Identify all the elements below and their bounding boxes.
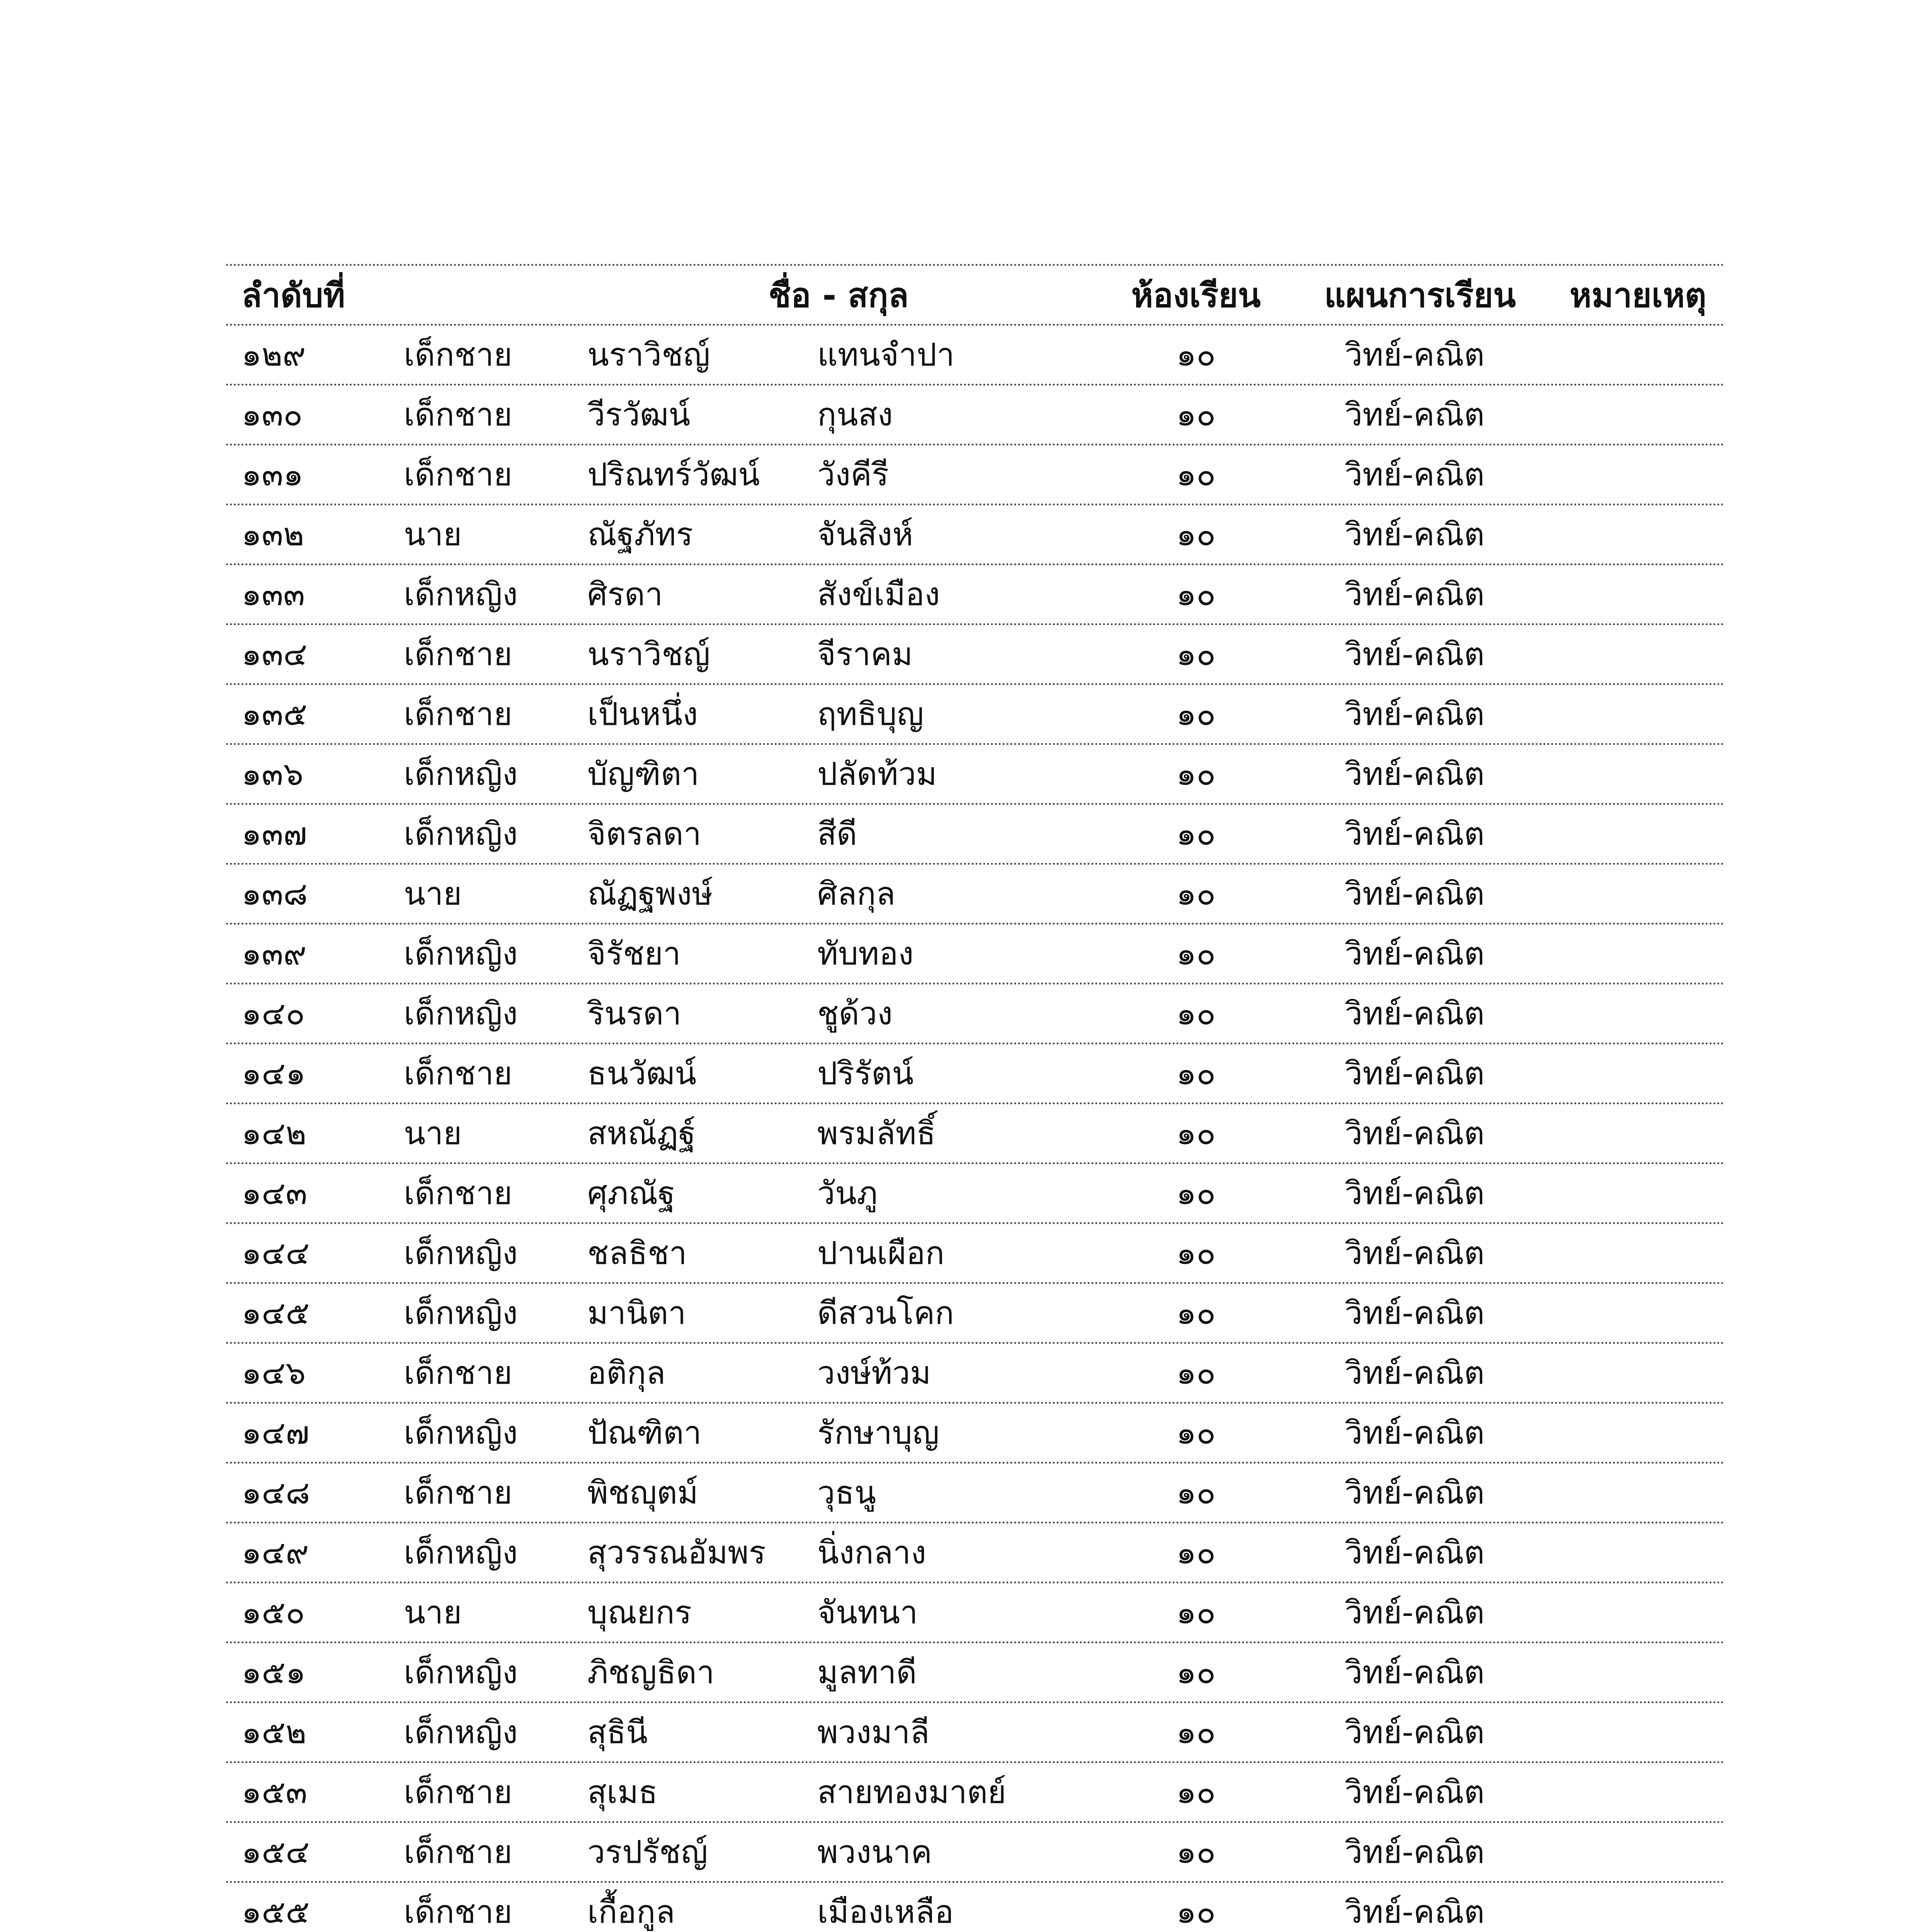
cell-plan: วิทย์-คณิต	[1345, 576, 1485, 613]
cell-note	[1551, 1763, 1725, 1821]
table-row	[226, 1464, 1725, 1524]
cell-room: ๑๐	[1176, 816, 1216, 852]
cell-plan: วิทย์-คณิต	[1345, 1594, 1485, 1631]
cell-no: ๑๓๗	[242, 816, 307, 852]
cell-room: ๑๐	[1176, 456, 1216, 493]
cell-no: ๑๒๙	[242, 337, 306, 373]
cell-no: ๑๓๒	[242, 516, 304, 553]
cell-last-name: ปริรัตน์	[817, 1055, 914, 1092]
table-row	[226, 1404, 1725, 1464]
cell-no: ๑๓๕	[242, 696, 308, 733]
header-no: ลำดับที่	[242, 276, 345, 315]
table-body	[226, 326, 1725, 1932]
cell-last-name: ชูด้วง	[817, 995, 893, 1032]
cell-note	[1551, 1643, 1725, 1701]
cell-first-name: ณัฏฐพงษ์	[587, 876, 713, 912]
cell-first-name: บุณยกร	[587, 1594, 692, 1631]
cell-note	[1551, 386, 1725, 444]
cell-plan: วิทย์-คณิต	[1345, 1055, 1485, 1092]
cell-plan: วิทย์-คณิต	[1345, 1534, 1485, 1571]
cell-last-name: วุธนู	[817, 1475, 876, 1511]
cell-first-name: ศิรดา	[587, 576, 663, 613]
cell-plan: วิทย์-คณิต	[1345, 337, 1485, 373]
cell-room: ๑๐	[1176, 1415, 1216, 1451]
cell-first-name: ปัณฑิตา	[587, 1415, 702, 1451]
cell-last-name: วงษ์ท้วม	[817, 1355, 931, 1391]
cell-room: ๑๐	[1176, 756, 1216, 793]
header-plan: แผนการเรียน	[1324, 276, 1516, 315]
cell-no: ๑๔๘	[242, 1475, 310, 1511]
cell-prefix: นาย	[404, 1115, 462, 1152]
table-row	[226, 1344, 1725, 1404]
cell-plan: วิทย์-คณิต	[1345, 816, 1485, 852]
cell-room: ๑๐	[1176, 1235, 1216, 1272]
cell-prefix: เด็กหญิง	[404, 1534, 518, 1571]
cell-note	[1551, 1883, 1725, 1932]
cell-plan: วิทย์-คณิต	[1345, 1475, 1485, 1511]
cell-no: ๑๓๔	[242, 636, 308, 673]
cell-room: ๑๐	[1176, 576, 1216, 613]
cell-prefix: เด็กชาย	[404, 396, 512, 433]
cell-last-name: วันภู	[817, 1175, 878, 1212]
cell-no: ๑๕๔	[242, 1834, 310, 1871]
table-row	[226, 1583, 1725, 1643]
table-row	[226, 446, 1725, 505]
cell-room: ๑๐	[1176, 696, 1216, 733]
cell-plan: วิทย์-คณิต	[1345, 1894, 1485, 1930]
cell-prefix: เด็กหญิง	[404, 1415, 518, 1451]
cell-plan: วิทย์-คณิต	[1345, 935, 1485, 972]
cell-first-name: ภิชญธิดา	[587, 1654, 714, 1691]
cell-no: ๑๓๖	[242, 756, 304, 793]
table-row	[226, 1524, 1725, 1583]
cell-last-name: ศิลกุล	[817, 876, 896, 912]
cell-plan: วิทย์-คณิต	[1345, 1295, 1485, 1332]
table-row	[226, 985, 1725, 1044]
cell-first-name: ธนวัฒน์	[587, 1055, 697, 1092]
cell-no: ๑๕๓	[242, 1774, 308, 1811]
cell-first-name: พิชญุตม์	[587, 1475, 698, 1511]
cell-plan: วิทย์-คณิต	[1345, 456, 1485, 493]
cell-note	[1551, 925, 1725, 983]
cell-plan: วิทย์-คณิต	[1345, 696, 1485, 733]
cell-plan: วิทย์-คณิต	[1345, 516, 1485, 553]
table-row	[226, 386, 1725, 446]
cell-last-name: สีดี	[817, 816, 857, 852]
cell-no: ๑๕๒	[242, 1714, 307, 1751]
cell-room: ๑๐	[1176, 995, 1216, 1032]
cell-room: ๑๐	[1176, 935, 1216, 972]
cell-note	[1551, 1284, 1725, 1342]
cell-prefix: เด็กหญิง	[404, 935, 518, 972]
cell-plan: วิทย์-คณิต	[1345, 396, 1485, 433]
cell-first-name: มานิตา	[587, 1295, 686, 1332]
cell-no: ๑๔๖	[242, 1355, 306, 1391]
cell-last-name: กุนสง	[817, 396, 893, 433]
cell-room: ๑๐	[1176, 1355, 1216, 1391]
cell-no: ๑๔๙	[242, 1534, 309, 1571]
cell-first-name: รินรดา	[587, 995, 682, 1032]
cell-last-name: รักษาบุญ	[817, 1415, 939, 1451]
cell-prefix: นาย	[404, 1594, 462, 1631]
table-row	[226, 1883, 1725, 1932]
cell-no: ๑๓๓	[242, 576, 305, 613]
table-row	[226, 1763, 1725, 1823]
cell-prefix: เด็กชาย	[404, 1894, 512, 1930]
table-row	[226, 685, 1725, 745]
cell-note	[1551, 985, 1725, 1043]
cell-plan: วิทย์-คณิต	[1345, 756, 1485, 793]
cell-prefix: เด็กชาย	[404, 1774, 512, 1811]
student-list-table	[226, 264, 1725, 1932]
cell-room: ๑๐	[1176, 876, 1216, 912]
cell-no: ๑๕๕	[242, 1894, 310, 1930]
cell-room: ๑๐	[1176, 1894, 1216, 1930]
cell-note	[1551, 1524, 1725, 1582]
cell-prefix: เด็กชาย	[404, 1475, 512, 1511]
table-row	[226, 1224, 1725, 1284]
cell-plan: วิทย์-คณิต	[1345, 876, 1485, 912]
cell-prefix: เด็กหญิง	[404, 816, 518, 852]
cell-note	[1551, 1404, 1725, 1462]
cell-last-name: สังข์เมือง	[817, 576, 940, 613]
cell-prefix: เด็กชาย	[404, 456, 512, 493]
cell-last-name: จันสิงห์	[817, 516, 913, 553]
cell-room: ๑๐	[1176, 1175, 1216, 1212]
cell-note	[1551, 326, 1725, 384]
cell-first-name: จิตรลดา	[587, 816, 701, 852]
cell-prefix: เด็กหญิง	[404, 576, 518, 613]
cell-last-name: จันทนา	[817, 1594, 918, 1631]
cell-last-name: จีราคม	[817, 636, 913, 673]
cell-first-name: ศุภณัฐ	[587, 1175, 675, 1212]
header-name: ชื่อ - สกุล	[768, 276, 909, 315]
cell-no: ๑๓๙	[242, 935, 307, 972]
cell-room: ๑๐	[1176, 337, 1216, 373]
cell-last-name: แทนจำปา	[817, 337, 955, 373]
cell-first-name: เป็นหนึ่ง	[587, 696, 698, 733]
cell-last-name: ปานเผือก	[817, 1235, 945, 1272]
table-row	[226, 865, 1725, 925]
cell-first-name: นราวิชญ์	[587, 337, 710, 373]
cell-note	[1551, 1464, 1725, 1522]
cell-first-name: อติกุล	[587, 1355, 666, 1391]
cell-prefix: เด็กหญิง	[404, 756, 518, 793]
cell-plan: วิทย์-คณิต	[1345, 636, 1485, 673]
cell-first-name: สหณัฏฐ์	[587, 1115, 696, 1152]
cell-note	[1551, 1224, 1725, 1282]
cell-note	[1551, 865, 1725, 923]
cell-note	[1551, 1104, 1725, 1162]
cell-first-name: บัญฑิตา	[587, 756, 699, 793]
cell-prefix: นาย	[404, 516, 462, 553]
cell-room: ๑๐	[1176, 1654, 1216, 1691]
cell-prefix: เด็กชาย	[404, 696, 512, 733]
cell-prefix: เด็กหญิง	[404, 1714, 518, 1751]
cell-prefix: นาย	[404, 876, 462, 912]
cell-note	[1551, 1044, 1725, 1102]
cell-no: ๑๔๔	[242, 1235, 310, 1272]
cell-no: ๑๔๕	[242, 1295, 310, 1332]
cell-no: ๑๔๗	[242, 1415, 310, 1451]
cell-first-name: เกื้อกูล	[587, 1894, 675, 1930]
table-row	[226, 326, 1725, 386]
cell-no: ๑๕๑	[242, 1654, 306, 1691]
table-row	[226, 1284, 1725, 1344]
cell-room: ๑๐	[1176, 396, 1216, 433]
cell-room: ๑๐	[1176, 1475, 1216, 1511]
table-row	[226, 1044, 1725, 1104]
cell-last-name: เมืองเหลือ	[817, 1894, 954, 1930]
cell-plan: วิทย์-คณิต	[1345, 1654, 1485, 1691]
cell-prefix: เด็กชาย	[404, 1055, 512, 1092]
table-row	[226, 1703, 1725, 1763]
cell-no: ๑๕๐	[242, 1594, 305, 1631]
cell-last-name: ฤทธิบุญ	[817, 696, 924, 733]
cell-room: ๑๐	[1176, 1834, 1216, 1871]
cell-no: ๑๓๑	[242, 456, 304, 493]
cell-first-name: สุเมธ	[587, 1774, 658, 1811]
cell-room: ๑๐	[1176, 1534, 1216, 1571]
cell-plan: วิทย์-คณิต	[1345, 1355, 1485, 1391]
cell-note	[1551, 1823, 1725, 1881]
cell-no: ๑๓๘	[242, 876, 308, 912]
cell-last-name: วังคีรี	[817, 456, 889, 493]
cell-plan: วิทย์-คณิต	[1345, 1115, 1485, 1152]
cell-first-name: จิรัชยา	[587, 935, 681, 972]
cell-prefix: เด็กชาย	[404, 1175, 512, 1212]
cell-prefix: เด็กหญิง	[404, 995, 518, 1032]
table-row	[226, 1823, 1725, 1883]
cell-no: ๑๔๑	[242, 1055, 306, 1092]
cell-plan: วิทย์-คณิต	[1345, 1714, 1485, 1751]
table-row	[226, 625, 1725, 685]
cell-last-name: ดีสวนโคก	[817, 1295, 954, 1332]
table-row	[226, 925, 1725, 985]
cell-note	[1551, 1583, 1725, 1641]
cell-first-name: ชลธิชา	[587, 1235, 687, 1272]
cell-note	[1551, 1164, 1725, 1222]
cell-first-name: สุธินี	[587, 1714, 648, 1751]
cell-prefix: เด็กหญิง	[404, 1654, 518, 1691]
cell-first-name: วรปรัชญ์	[587, 1834, 708, 1871]
cell-note	[1551, 685, 1725, 743]
cell-prefix: เด็กชาย	[404, 1355, 512, 1391]
cell-last-name: พวงนาค	[817, 1834, 932, 1871]
cell-prefix: เด็กชาย	[404, 636, 512, 673]
cell-no: ๑๔๒	[242, 1115, 307, 1152]
table-row	[226, 805, 1725, 865]
cell-first-name: ณัฐภัทร	[587, 516, 693, 553]
cell-note	[1551, 745, 1725, 803]
cell-prefix: เด็กชาย	[404, 337, 512, 373]
cell-plan: วิทย์-คณิต	[1345, 1774, 1485, 1811]
table-row	[226, 745, 1725, 805]
cell-room: ๑๐	[1176, 636, 1216, 673]
cell-last-name: มูลทาดี	[817, 1654, 917, 1691]
cell-last-name: พวงมาลี	[817, 1714, 930, 1751]
cell-last-name: ปลัดท้วม	[817, 756, 937, 793]
header-note: หมายเหตุ	[1570, 276, 1706, 315]
cell-room: ๑๐	[1176, 1774, 1216, 1811]
header-room: ห้องเรียน	[1131, 276, 1261, 315]
table-row	[226, 1164, 1725, 1224]
cell-room: ๑๐	[1176, 1714, 1216, 1751]
cell-last-name: พรมลัทธิ์	[817, 1115, 936, 1152]
cell-no: ๑๓๐	[242, 396, 303, 433]
cell-plan: วิทย์-คณิต	[1345, 1235, 1485, 1272]
cell-prefix: เด็กหญิง	[404, 1295, 518, 1332]
cell-note	[1551, 805, 1725, 863]
table-header-row	[226, 264, 1725, 326]
cell-note	[1551, 446, 1725, 503]
cell-last-name: ทับทอง	[817, 935, 914, 972]
cell-room: ๑๐	[1176, 1055, 1216, 1092]
cell-room: ๑๐	[1176, 1594, 1216, 1631]
cell-prefix: เด็กชาย	[404, 1834, 512, 1871]
table-row	[226, 1643, 1725, 1703]
cell-note	[1551, 565, 1725, 623]
table-row	[226, 565, 1725, 625]
cell-first-name: นราวิชญ์	[587, 636, 710, 673]
cell-plan: วิทย์-คณิต	[1345, 1834, 1485, 1871]
cell-plan: วิทย์-คณิต	[1345, 1415, 1485, 1451]
cell-room: ๑๐	[1176, 1115, 1216, 1152]
cell-no: ๑๔๓	[242, 1175, 308, 1212]
table-row	[226, 1104, 1725, 1164]
cell-room: ๑๐	[1176, 516, 1216, 553]
cell-first-name: ปริณทร์วัฒน์	[587, 456, 760, 493]
cell-note	[1551, 1344, 1725, 1402]
cell-room: ๑๐	[1176, 1295, 1216, 1332]
cell-last-name: สายทองมาตย์	[817, 1774, 1006, 1811]
cell-note	[1551, 1703, 1725, 1761]
cell-plan: วิทย์-คณิต	[1345, 1175, 1485, 1212]
cell-first-name: สุวรรณอัมพร	[587, 1534, 766, 1571]
cell-first-name: วีรวัฒน์	[587, 396, 691, 433]
cell-prefix: เด็กหญิง	[404, 1235, 518, 1272]
cell-note	[1551, 625, 1725, 683]
cell-last-name: นิ่งกลาง	[817, 1534, 927, 1571]
cell-no: ๑๔๐	[242, 995, 305, 1032]
table-row	[226, 505, 1725, 565]
cell-note	[1551, 505, 1725, 563]
cell-plan: วิทย์-คณิต	[1345, 995, 1485, 1032]
